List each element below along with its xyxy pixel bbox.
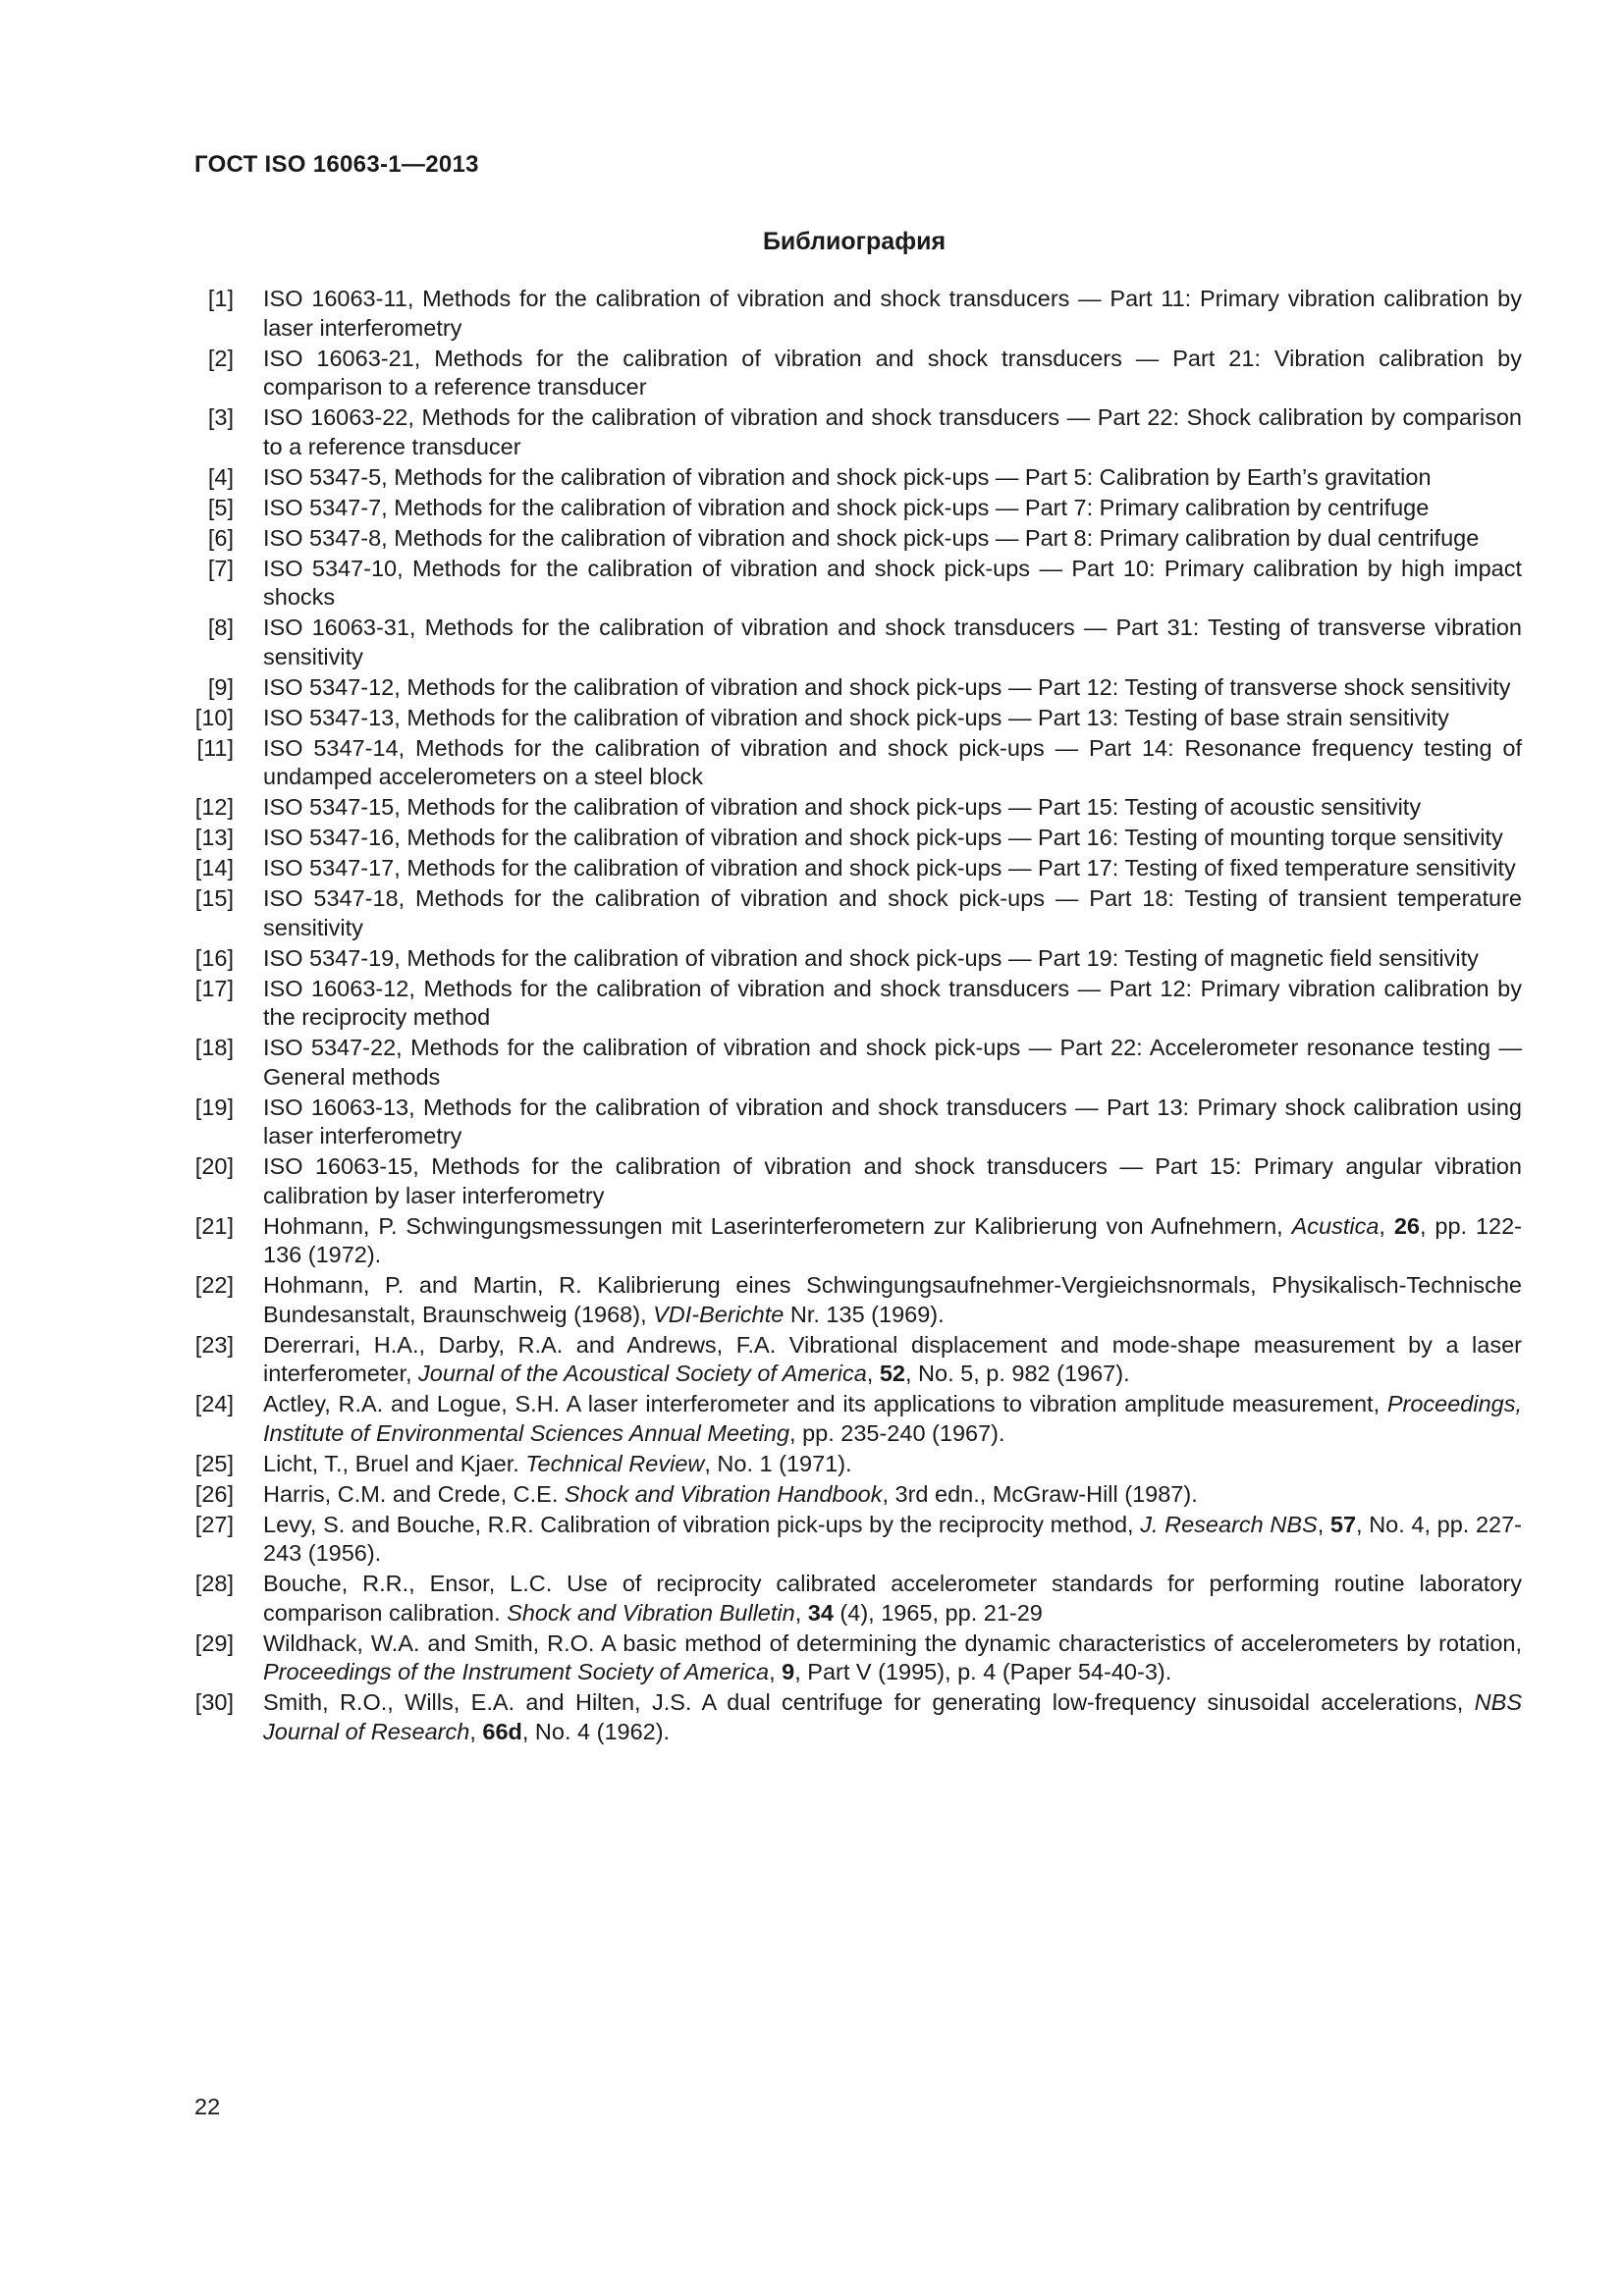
reference-number: [5] — [207, 494, 234, 520]
reference-entry — [187, 494, 1522, 523]
reference-number: [26] — [194, 1480, 234, 1507]
reference-number: [1] — [207, 286, 234, 311]
reference-number: [20] — [194, 1153, 234, 1179]
reference-text — [263, 1511, 1522, 1569]
reference-bold-segment: 52 — [879, 1361, 905, 1386]
reference-text — [263, 1450, 1522, 1479]
reference-number: [23] — [194, 1331, 234, 1358]
reference-segment: , — [794, 1599, 808, 1626]
reference-italic-segment: Shock and Vibration Bulletin — [507, 1599, 795, 1626]
reference-entry — [187, 463, 1522, 493]
reference-entry — [187, 1152, 1522, 1210]
reference-segment: , — [866, 1361, 880, 1386]
reference-number: [3] — [207, 404, 234, 430]
reference-segment: Bouche, R.R., Ensor, L.C. Use of reciprocity calibrated accelerometer standards for performing routine laboratory comparison calibration. — [263, 1571, 1522, 1626]
reference-text: ISO 5347-8, Methods for the calibration of vibration and shock pick-ups — Part 8: Primary calibration by dual centrifuge — [263, 524, 1480, 551]
reference-italic-segment: Journal of the Acoustical Society of America — [418, 1361, 867, 1386]
reference-text: ISO 5347-7, Methods for the calibration of vibration and shock pick-ups — Part 7: Primary calibration by centrifuge — [263, 494, 1430, 520]
reference-text — [263, 1390, 1522, 1448]
reference-segment: , No. 5, p. 982 (1967). — [904, 1361, 1130, 1386]
reference-entry — [187, 1094, 1522, 1151]
reference-text: ISO 16063-13, Methods for the calibration of vibration and shock transducers — Part 13: Primary shock calibration using laser interferometry — [263, 1094, 1522, 1148]
reference-text — [263, 1688, 1522, 1746]
reference-bold-segment: 34 — [807, 1599, 834, 1626]
reference-text: ISO 16063-11, Methods for the calibration of vibration and shock transducers — Part 11: Primary vibration calibration by laser interferometry — [263, 286, 1522, 341]
reference-entry — [187, 1511, 1522, 1569]
reference-text: ISO 16063-21, Methods for the calibration of vibration and shock transducers — Part 21: Vibration calibration by comparison to a reference transducer — [263, 345, 1522, 400]
reference-number: [27] — [194, 1511, 234, 1537]
reference-number: [18] — [194, 1035, 234, 1060]
reference-segment: (4), 1965, pp. 21-29 — [833, 1599, 1043, 1626]
reference-number: [6] — [207, 524, 234, 551]
reference-bold-segment: 9 — [782, 1659, 795, 1684]
reference-number: [21] — [194, 1212, 234, 1239]
reference-segment: , — [1317, 1511, 1330, 1537]
reference-entry — [187, 1390, 1522, 1448]
reference-text — [263, 1570, 1522, 1628]
reference-text: ISO 5347-10, Methods for the calibration of vibration and shock pick-ups — Part 10: Primary calibration by high impact shocks — [263, 555, 1522, 610]
reference-segment: Nr. 135 (1969). — [784, 1301, 945, 1327]
reference-italic-segment: NBS Journal of Research — [263, 1689, 1522, 1744]
reference-segment: , No. 4 (1962). — [521, 1718, 671, 1744]
reference-entry — [187, 403, 1522, 461]
reference-text: ISO 5347-15, Methods for the calibration of vibration and shock pick-ups — Part 15: Testing of acoustic sensitivity — [263, 794, 1422, 820]
reference-number: [12] — [194, 794, 234, 820]
reference-number: [17] — [194, 975, 234, 1001]
reference-entry — [187, 884, 1522, 942]
reference-entry — [187, 1331, 1522, 1389]
reference-text: ISO 5347-13, Methods for the calibration of vibration and shock pick-ups — Part 13: Testing of base strain sensitivity — [263, 704, 1449, 730]
reference-number: [10] — [194, 704, 234, 730]
reference-entry — [187, 524, 1522, 554]
reference-text: ISO 5347-19, Methods for the calibration of vibration and shock pick-ups — Part 19: Testing of magnetic field sensitivity — [263, 944, 1479, 971]
reference-segment: , 3rd edn., McGraw-Hill (1987). — [882, 1480, 1198, 1507]
reference-text: ISO 16063-12, Methods for the calibration of vibration and shock transducers — Part 12: Primary vibration calibration by the reciprocity method — [263, 975, 1522, 1030]
reference-entry — [187, 734, 1522, 792]
reference-italic-segment: Acustica — [1291, 1212, 1380, 1239]
reference-segment: Dererrari, H.A., Darby, R.A. and Andrews, F.A. Vibrational displacement and mode-shape measurement by a laser interferometer, — [263, 1331, 1522, 1386]
reference-number: [24] — [194, 1391, 234, 1416]
reference-bold-segment: 26 — [1393, 1212, 1420, 1239]
reference-text — [263, 1331, 1522, 1389]
reference-number: [8] — [207, 614, 234, 640]
bibliography-list — [187, 285, 1522, 1748]
reference-entry — [187, 555, 1522, 613]
reference-text — [263, 1212, 1522, 1270]
reference-entry — [187, 1480, 1522, 1510]
reference-number: [22] — [194, 1272, 234, 1298]
reference-entry — [187, 345, 1522, 402]
reference-segment: Hohmann, P. and Martin, R. Kalibrierung eines Schwingungsaufnehmer-Vergieichsnormals, Physikalisch-Technische Bundesanstalt, Braunschweig (1968), — [263, 1272, 1522, 1327]
reference-italic-segment: VDI-Berichte — [653, 1301, 785, 1327]
bibliography-title: Библиография — [762, 228, 947, 255]
reference-entry — [187, 793, 1522, 823]
reference-segment: , No. 1 (1971). — [704, 1450, 852, 1476]
reference-text: ISO 16063-22, Methods for the calibration of vibration and shock transducers — Part 22: Shock calibration by comparison to a reference transducer — [263, 404, 1522, 459]
reference-segment: Licht, T., Bruel and Kjaer. — [263, 1450, 526, 1476]
reference-segment: , pp. 122-136 (1972). — [263, 1212, 1523, 1267]
reference-number: [29] — [194, 1629, 234, 1656]
reference-entry — [187, 1212, 1522, 1270]
reference-segment: Actley, R.A. and Logue, S.H. A laser interferometer and its applications to vibration amplitude measurement, — [263, 1391, 1387, 1416]
reference-text: ISO 5347-5, Methods for the calibration of vibration and shock pick-ups — Part 5: Calibration by Earth’s gravitation — [263, 463, 1432, 490]
reference-entry — [187, 1450, 1522, 1479]
reference-segment: , — [1379, 1212, 1394, 1239]
reference-number: [9] — [207, 673, 234, 700]
reference-text: ISO 16063-15, Methods for the calibration of vibration and shock transducers — Part 15: Primary angular vibration calibration by laser interferometry — [263, 1153, 1522, 1208]
reference-text — [263, 1271, 1522, 1329]
reference-bold-segment: 57 — [1329, 1511, 1357, 1537]
reference-entry — [187, 854, 1522, 883]
reference-entry — [187, 1629, 1522, 1687]
reference-number: [19] — [194, 1094, 234, 1120]
reference-text: ISO 16063-31, Methods for the calibration of vibration and shock transducers — Part 31: Testing of transverse vibration sensitivity — [263, 614, 1522, 669]
reference-text: ISO 5347-14, Methods for the calibration of vibration and shock pick-ups — Part 14: Resonance frequency testing of undamped accelerometers on a steel block — [263, 734, 1522, 789]
reference-italic-segment: Technical Review — [525, 1450, 705, 1476]
reference-entry — [187, 673, 1522, 703]
reference-text: ISO 5347-22, Methods for the calibration of vibration and shock pick-ups — Part 22: Accelerometer resonance testing — General methods — [263, 1035, 1522, 1090]
reference-italic-segment: J. Research NBS — [1140, 1511, 1318, 1537]
reference-segment: , Part V (1995), p. 4 (Paper 54-40-3). — [794, 1659, 1172, 1684]
reference-entry — [187, 1034, 1522, 1092]
reference-segment: , No. 4, pp. 227-243 (1956). — [263, 1511, 1522, 1566]
reference-number: [30] — [194, 1689, 234, 1715]
reference-italic-segment: Proceedings, Institute of Environmental Sciences Annual Meeting — [263, 1391, 1522, 1446]
reference-italic-segment: Proceedings of the Instrument Society of America — [263, 1659, 770, 1684]
reference-number: [11] — [196, 734, 234, 761]
reference-number: [4] — [207, 463, 234, 490]
reference-number: [14] — [194, 855, 234, 881]
reference-text — [263, 1629, 1522, 1687]
reference-bold-segment: 66d — [482, 1718, 522, 1744]
reference-text: ISO 5347-16, Methods for the calibration of vibration and shock pick-ups — Part 16: Testing of mounting torque sensitivity — [263, 825, 1503, 850]
reference-entry — [187, 614, 1522, 671]
reference-segment: Levy, S. and Bouche, R.R. Calibration of vibration pick-ups by the reciprocity method, — [263, 1511, 1141, 1537]
reference-entry — [187, 975, 1522, 1033]
page-number: 22 — [194, 2094, 221, 2119]
reference-entry — [187, 824, 1522, 853]
reference-segment: Harris, C.M. and Crede, C.E. — [263, 1480, 565, 1507]
reference-text: ISO 5347-18, Methods for the calibration of vibration and shock pick-ups — Part 18: Testing of transient temperature sensitivity — [263, 885, 1522, 940]
reference-segment: Wildhack, W.A. and Smith, R.O. A basic method of determining the dynamic characteristics of accelerometers by rotation, — [263, 1629, 1522, 1656]
reference-entry — [187, 285, 1522, 343]
reference-italic-segment: Shock and Vibration Handbook — [564, 1480, 883, 1507]
reference-entry — [187, 1688, 1522, 1746]
reference-number: [16] — [194, 944, 234, 971]
reference-segment: , pp. 235-240 (1967). — [789, 1419, 1005, 1446]
document-header: ГОСТ ISO 16063-1—2013 — [194, 151, 479, 178]
reference-text: ISO 5347-17, Methods for the calibration of vibration and shock pick-ups — Part 17: Testing of fixed temperature sensitivity — [263, 855, 1516, 881]
reference-text — [263, 1480, 1522, 1510]
reference-text: ISO 5347-12, Methods for the calibration of vibration and shock pick-ups — Part 12: Testing of transverse shock sensitivity — [263, 673, 1511, 700]
reference-entry — [187, 704, 1522, 733]
reference-number: [15] — [194, 885, 234, 911]
reference-entry — [187, 1570, 1522, 1628]
reference-entry — [187, 1271, 1522, 1329]
reference-number: [7] — [207, 555, 234, 581]
reference-number: [13] — [194, 825, 234, 850]
reference-number: [25] — [194, 1450, 234, 1476]
reference-segment: , — [769, 1659, 783, 1684]
reference-segment: Hohmann, P. Schwingungsmessungen mit Laserinterferometern zur Kalibrierung von Aufnehmern, — [263, 1212, 1292, 1239]
reference-entry — [187, 944, 1522, 974]
reference-segment: , — [469, 1718, 483, 1744]
reference-number: [28] — [194, 1571, 234, 1596]
reference-segment: Smith, R.O., Wills, E.A. and Hilten, J.S. A dual centrifuge for generating low-frequency sinusoidal accelerations, — [263, 1689, 1475, 1715]
reference-number: [2] — [207, 345, 234, 371]
